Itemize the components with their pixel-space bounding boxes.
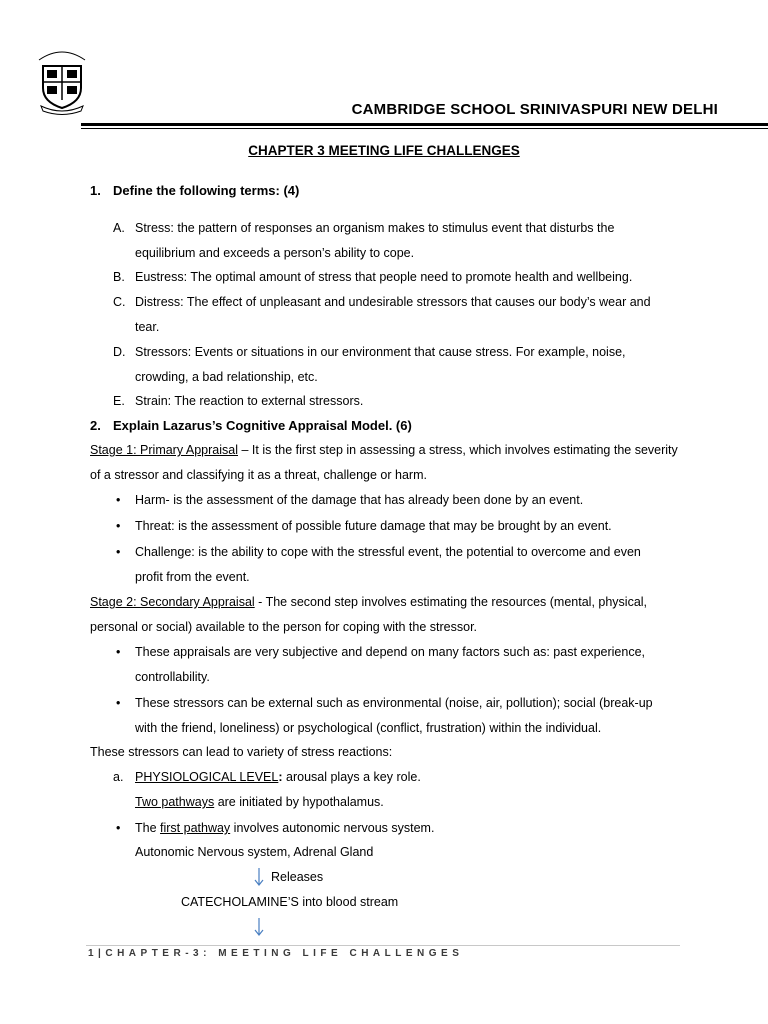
down-arrow-icon [254,917,264,937]
chapter-title: CHAPTER 3 MEETING LIFE CHALLENGES [248,143,520,158]
q1-item-letter: B. [113,270,125,284]
bullet-dot-icon: • [116,696,121,710]
physio-line [135,771,421,784]
physio-colon: : [278,770,283,784]
stage1-text-cont: of a stressor and classifying it as a threat, challenge or harm. [90,468,427,482]
stage2-text: - The second step involves estimating the resources (mental, physical, [254,595,648,609]
bullet-dot-icon: • [116,645,121,659]
stage1-bullet-text: Harm- is the assessment of the damage that has already been done by an event. [135,493,584,507]
stage2-bullet-text: These stressors can be external such as environmental (noise, air, pollution); social (break-up [135,696,653,710]
stage1-text: – It is the first step in assessing a stress, which involves estimating the severity [238,443,678,457]
pathways-text: are initiated by hypothalamus. [214,795,384,809]
q1-item-text: Strain: The reaction to external stressors. [135,394,364,408]
bullet-dot-icon: • [116,545,121,559]
first-pathway-line [135,822,434,835]
q1-number: 1. [90,183,101,198]
physio-label: PHYSIOLOGICAL LEVEL [135,770,279,784]
q1-item-letter: D. [113,345,126,359]
q2-number: 2. [90,418,101,433]
stage2-bullet-text: with the friend, loneliness) or psychological (conflict, frustration) within the individual. [135,721,602,735]
stage2-paragraph [90,596,647,609]
stage1-paragraph [90,444,678,457]
q1-item-text: Stressors: Events or situations in our environment that cause stress. For example, noise, [135,345,626,359]
catecholamine-line: CATECHOLAMINE’S into blood stream [181,895,399,909]
bullet-dot-icon: • [116,821,121,835]
footer-rule [86,945,680,946]
stage2-bullet-text: These appraisals are very subjective and depend on many factors such as: past experience, [135,645,646,659]
bullet-dot-icon: • [116,519,121,533]
q1-item-letter: E. [113,394,125,408]
first-pathway-text: involves autonomic nervous system. [230,821,435,835]
q2-title: Explain Lazarus’s Cognitive Appraisal Model. (6) [113,418,412,433]
q1-item-text: tear. [135,320,160,334]
stage1-bullet-text: profit from the event. [135,570,250,584]
stage1-label: Stage 1: Primary Appraisal [90,443,238,457]
school-crest-logo [33,50,91,116]
first-pathway-label: first pathway [160,821,231,835]
header-rule-thin [81,128,768,129]
first-pathway-line2: Autonomic Nervous system, Adrenal Gland [135,845,374,859]
stage2-label: Stage 2: Secondary Appraisal [90,595,255,609]
releases-label: Releases [271,870,324,884]
school-name: CAMBRIDGE SCHOOL SRINIVASPURI NEW DELHI [351,101,718,118]
reactions-intro: These stressors can lead to variety of stress reactions: [90,745,393,759]
q1-item-letter: A. [113,221,125,235]
pathways-line [135,796,384,809]
physio-letter: a. [113,770,124,784]
bullet-dot-icon: • [116,493,121,507]
stage2-text-cont: personal or social) available to the person for coping with the stressor. [90,620,478,634]
q1-item-text: Stress: the pattern of responses an organism makes to stimulus event that disturbs the [135,221,615,235]
q1-item-text: crowding, a bad relationship, etc. [135,370,318,384]
stage2-bullet-text: controllability. [135,670,210,684]
q1-item-letter: C. [113,295,126,309]
physio-text: arousal plays a key role. [282,770,421,784]
q1-title: Define the following terms: (4) [113,183,300,198]
page-footer: 1|CHAPTER-3: MEETING LIFE CHALLENGES [88,948,464,959]
q1-item-text: Eustress: The optimal amount of stress that people need to promote health and wellbeing. [135,270,633,284]
stage1-bullet-text: Challenge: is the ability to cope with the stressful event, the potential to overcome and even [135,545,641,559]
header-rule-thick [81,123,768,126]
first-pathway-prefix: The [135,821,161,835]
q1-item-text: Distress: The effect of unpleasant and undesirable stressors that causes our body’s wear and [135,295,651,309]
pathways-label: Two pathways [135,795,215,809]
down-arrow-icon [254,867,264,887]
stage1-bullet-text: Threat: is the assessment of possible future damage that may be brought by an event. [135,519,612,533]
q1-item-text: equilibrium and exceeds a person’s ability to cope. [135,246,415,260]
